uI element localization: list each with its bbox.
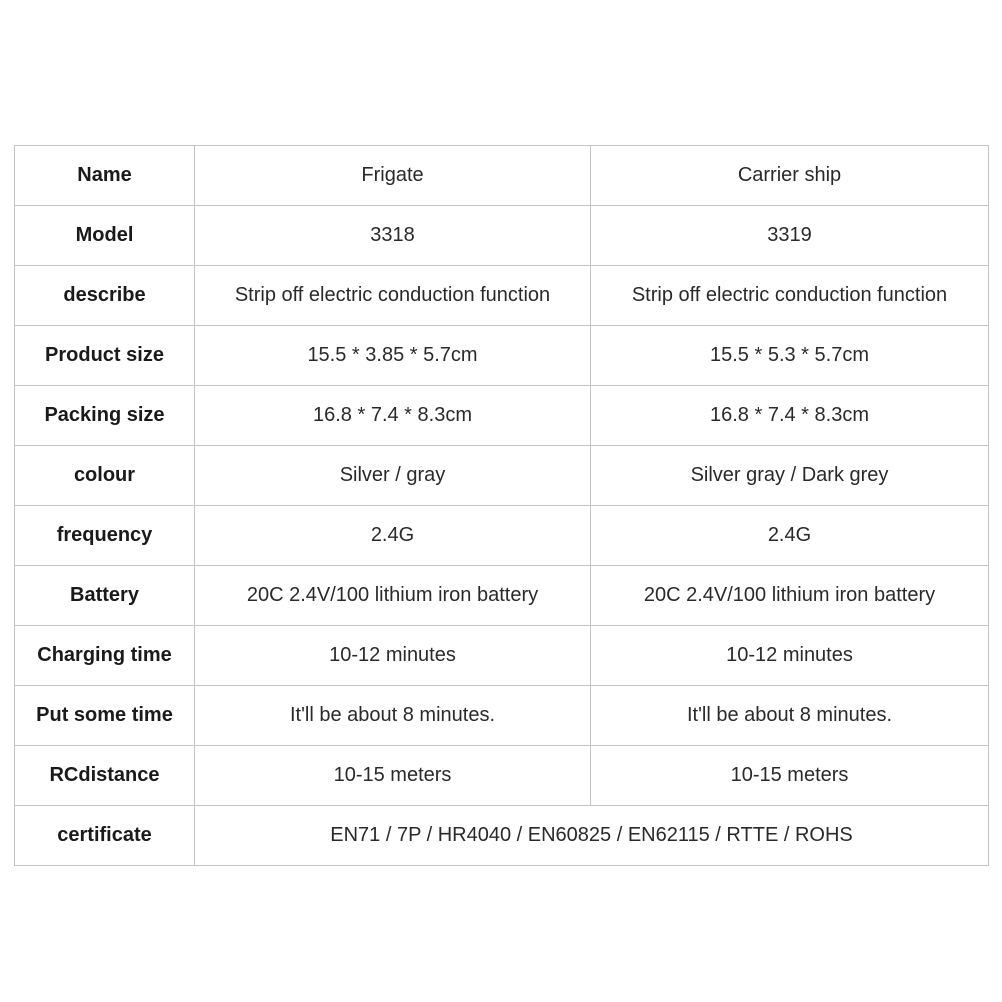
table-row-certificate [15, 806, 989, 866]
spec-table [14, 145, 989, 866]
table-row-product-size [15, 326, 989, 386]
row-label: Put some time [15, 686, 195, 746]
frigate-value: Strip off electric conduction function [195, 266, 591, 326]
frigate-value: 15.5 * 3.85 * 5.7cm [195, 326, 591, 386]
table-row-battery [15, 566, 989, 626]
row-label: colour [15, 446, 195, 506]
frigate-value: 20C 2.4V/100 lithium iron battery [195, 566, 591, 626]
carrier-value: 16.8 * 7.4 * 8.3cm [591, 386, 989, 446]
carrier-value: 10-12 minutes [591, 626, 989, 686]
carrier-value: 20C 2.4V/100 lithium iron battery [591, 566, 989, 626]
table-row-put-some-time [15, 686, 989, 746]
frigate-value: 3318 [195, 206, 591, 266]
frigate-value: 10-12 minutes [195, 626, 591, 686]
row-label: Model [15, 206, 195, 266]
carrier-value: Carrier ship [591, 146, 989, 206]
frigate-value: 16.8 * 7.4 * 8.3cm [195, 386, 591, 446]
row-label: Packing size [15, 386, 195, 446]
row-label: Name [15, 146, 195, 206]
carrier-value: 15.5 * 5.3 * 5.7cm [591, 326, 989, 386]
row-label: certificate [15, 806, 195, 866]
row-label: Product size [15, 326, 195, 386]
frigate-value: 10-15 meters [195, 746, 591, 806]
table-row-describe [15, 266, 989, 326]
table-row-colour [15, 446, 989, 506]
carrier-value: 3319 [591, 206, 989, 266]
row-label: Charging time [15, 626, 195, 686]
certificate-value: EN71 / 7P / HR4040 / EN60825 / EN62115 / RTTE / ROHS [195, 806, 989, 866]
table-row-model [15, 206, 989, 266]
carrier-value: Silver gray / Dark grey [591, 446, 989, 506]
frigate-value: It'll be about 8 minutes. [195, 686, 591, 746]
carrier-value: 10-15 meters [591, 746, 989, 806]
table-row-charging-time [15, 626, 989, 686]
row-label: describe [15, 266, 195, 326]
row-label: RCdistance [15, 746, 195, 806]
frigate-value: Frigate [195, 146, 591, 206]
table-row-rc-distance [15, 746, 989, 806]
carrier-value: 2.4G [591, 506, 989, 566]
frigate-value: Silver / gray [195, 446, 591, 506]
frigate-value: 2.4G [195, 506, 591, 566]
table-row-name [15, 146, 989, 206]
table-row-packing-size [15, 386, 989, 446]
row-label: frequency [15, 506, 195, 566]
carrier-value: Strip off electric conduction function [591, 266, 989, 326]
table-row-frequency [15, 506, 989, 566]
carrier-value: It'll be about 8 minutes. [591, 686, 989, 746]
row-label: Battery [15, 566, 195, 626]
